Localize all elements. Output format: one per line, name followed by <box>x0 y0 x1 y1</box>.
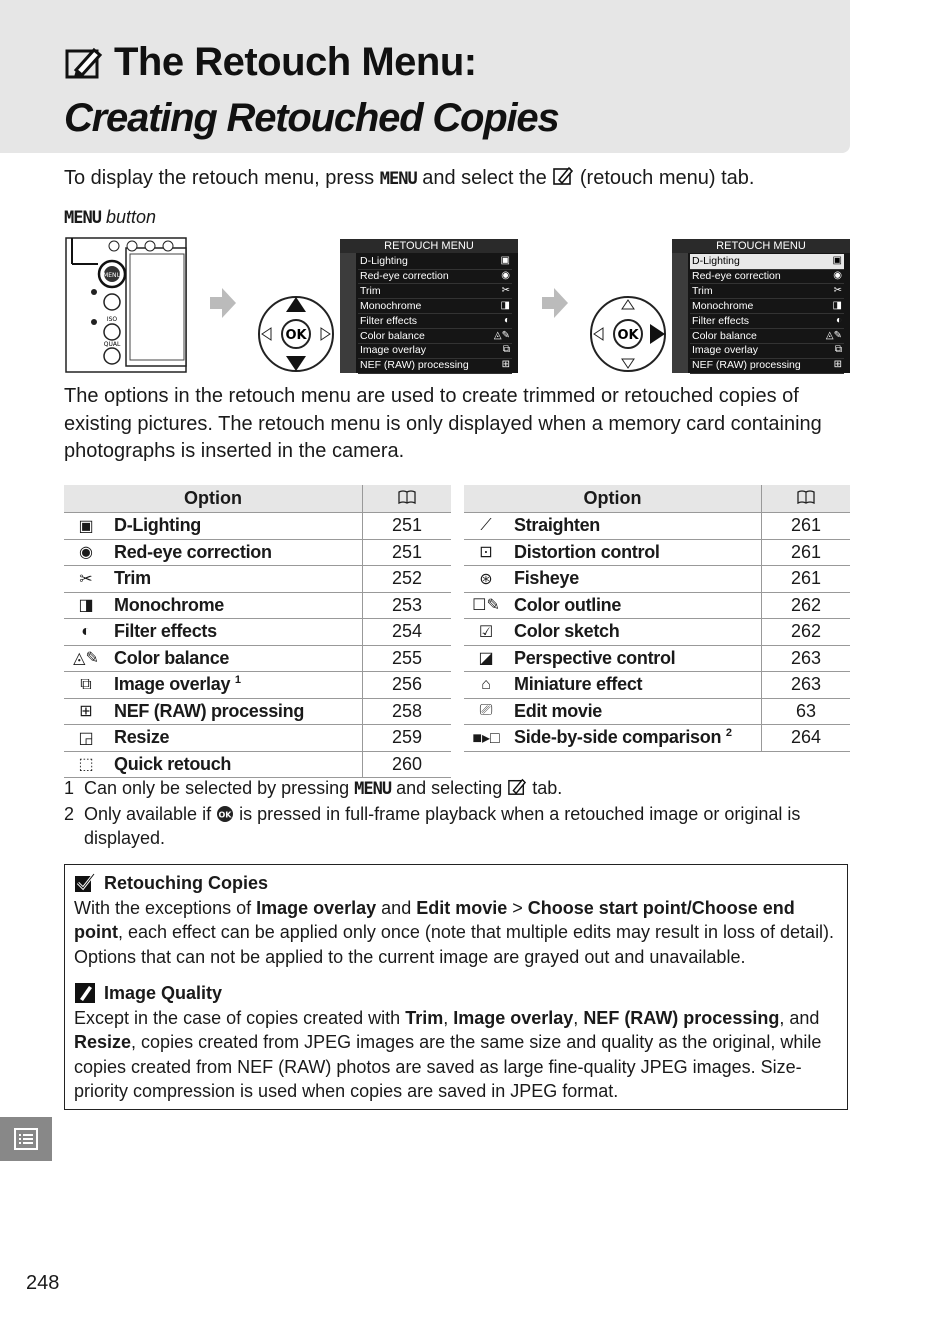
page-number: 248 <box>26 1272 60 1294</box>
option-name-text: Miniature effect <box>514 674 643 695</box>
option-name-text: D-Lighting <box>114 515 201 536</box>
raw-icon: ⊞ <box>833 359 842 371</box>
note-2-bold: Trim <box>405 1007 444 1028</box>
color-balance-icon: ◬✎ <box>64 645 108 672</box>
overlay-icon: ⧉ <box>64 672 108 699</box>
fisheye-icon: ⊛ <box>464 566 508 593</box>
option-name-text: Monochrome <box>114 594 225 615</box>
checkmark-icon <box>74 873 96 893</box>
screen-menu-label: Color balance <box>692 329 757 342</box>
option-name <box>108 619 363 646</box>
option-name <box>508 645 762 672</box>
raw-icon: ⊞ <box>64 698 108 725</box>
option-name-text: Quick retouch <box>114 753 232 774</box>
screen-title: RETOUCH MENU <box>340 239 518 253</box>
note-1-bold: Image overlay <box>256 897 377 918</box>
table-row <box>464 672 850 699</box>
note-2-bold: NEF (RAW) processing <box>583 1007 780 1028</box>
distortion-icon: ⊡ <box>464 539 508 566</box>
option-name-text: Fisheye <box>514 568 579 589</box>
footnote-1 <box>64 776 854 802</box>
side-by-side-icon: ■▸□ <box>464 725 508 752</box>
page-ref: 261 <box>762 513 851 540</box>
button-caption <box>64 207 156 228</box>
option-name-text: Color outline <box>514 594 622 615</box>
screen-menu-item <box>358 314 512 330</box>
option-name <box>508 698 762 725</box>
screen-menu-label: Trim <box>360 284 381 297</box>
camera-back-illustration <box>64 232 188 374</box>
note-2-part: , <box>443 1007 454 1028</box>
option-name-text: Straighten <box>514 515 601 536</box>
note-1-part: and <box>376 897 417 918</box>
screen-menu-item <box>690 358 844 374</box>
page-title <box>64 40 477 85</box>
color-balance-icon: ◬✎ <box>825 329 842 341</box>
retouch-menu-screen-2 <box>672 239 850 373</box>
table-row <box>464 513 850 540</box>
footnote-1-after: and selecting <box>391 778 508 798</box>
note-heading-quality <box>74 981 838 1006</box>
screen-menu-item <box>690 284 844 300</box>
screen-menu-item <box>358 358 512 374</box>
option-name <box>108 539 363 566</box>
option-name-text: Color balance <box>114 647 230 668</box>
option-name-text: NEF (RAW) processing <box>114 700 305 721</box>
step-arrow-icon <box>210 288 236 318</box>
multi-selector-right-illustration <box>588 294 668 374</box>
filter-icon: ◐ <box>64 619 108 646</box>
screen-menu-item <box>690 269 844 285</box>
screen-menu-item <box>358 329 512 345</box>
table-row <box>64 751 451 778</box>
footnote-text <box>84 802 854 851</box>
note-2-bold: Image overlay <box>453 1007 574 1028</box>
option-name <box>108 751 363 778</box>
table-row <box>464 645 850 672</box>
option-name <box>108 566 363 593</box>
page-ref: 263 <box>762 645 851 672</box>
table-row <box>64 645 451 672</box>
screen-menu-label: D-Lighting <box>360 255 408 267</box>
table-row <box>464 698 850 725</box>
filter-icon: ◐ <box>835 314 842 326</box>
table-row <box>64 566 451 593</box>
eye-icon: ◉ <box>501 269 510 281</box>
scissors-icon: ✂ <box>501 284 510 296</box>
step-arrow-icon <box>542 288 568 318</box>
menu-tab-strip <box>672 253 688 373</box>
column-header-option: Option <box>464 485 762 513</box>
option-name-text: Perspective control <box>514 647 676 668</box>
footnote-2 <box>64 802 854 851</box>
illustration-row <box>64 232 850 377</box>
intro-before: To display the retouch menu, press <box>64 167 380 189</box>
note-2-part: Except in the case of copies created with <box>74 1007 406 1028</box>
footnote-2-before: Only available if <box>84 803 217 824</box>
option-name <box>108 725 363 752</box>
screen-menu-label: Monochrome <box>692 299 754 312</box>
scissors-icon: ✂ <box>833 284 842 296</box>
raw-icon: ⊞ <box>501 359 510 371</box>
note-2-bold: Resize <box>74 1032 132 1052</box>
screen-menu-item <box>358 254 512 270</box>
retouch-tab-icon <box>507 778 527 796</box>
screen-menu-label: Filter effects <box>360 314 417 327</box>
option-name <box>508 592 762 619</box>
option-name <box>508 566 762 593</box>
note-heading-retouching <box>74 871 838 896</box>
note-1-part: > <box>507 897 528 918</box>
footnote-ref: 1 <box>234 674 241 687</box>
color-sketch-icon: ☑ <box>464 619 508 646</box>
screen-menu-item <box>690 254 844 270</box>
option-name <box>508 725 762 752</box>
d-lighting-icon: ▣ <box>832 255 842 266</box>
note-2-part: , copies created from JPEG images are the same size and quality as the original, while copies created from NEF (RAW) photos are saved as large fine-quality JPEG images. Size-priority compression is used when copies are saved in JPEG format. <box>74 1032 822 1101</box>
footnote-2-after: is pressed in full-frame playback when a retouched image or original is displayed. <box>84 803 801 848</box>
button-caption-text: button <box>100 207 156 227</box>
page-ref: 252 <box>363 566 452 593</box>
screen-menu-label: Trim <box>692 284 713 297</box>
monochrome-icon: ◨ <box>64 592 108 619</box>
ok-button-icon <box>216 805 234 823</box>
table-row <box>464 725 850 752</box>
description-paragraph: The options in the retouch menu are used to create trimmed or retouched copies of existing pictures. The retouch menu is only displayed when a memory card containing photographs is inserted in the camera. <box>64 385 822 462</box>
option-name-text: Filter effects <box>114 621 217 642</box>
screen-menu-item <box>358 299 512 315</box>
option-name <box>108 698 363 725</box>
note-2-part: , and <box>779 1007 820 1028</box>
eye-icon: ◉ <box>833 269 842 281</box>
edit-movie-icon: ⎚ <box>464 698 508 725</box>
quick-retouch-icon: ⬚ <box>64 751 108 778</box>
option-name <box>508 513 762 540</box>
perspective-icon: ◪ <box>464 645 508 672</box>
pencil-note-icon <box>74 982 96 1004</box>
note-1-bold: Choose start point/Choose end point <box>74 897 795 942</box>
screen-menu-item <box>690 314 844 330</box>
options-table-right <box>464 485 850 752</box>
resize-icon: ◲ <box>64 725 108 752</box>
page-ref: 251 <box>363 513 452 540</box>
table-row <box>64 698 451 725</box>
page-ref: 261 <box>762 566 851 593</box>
screen-menu-label: NEF (RAW) processing <box>360 359 469 372</box>
option-name-text: Color sketch <box>514 621 620 642</box>
table-row <box>64 592 451 619</box>
footnote-text <box>84 776 562 802</box>
option-name-text: Trim <box>114 568 151 589</box>
column-header-page <box>762 485 851 513</box>
screen-menu-label: Red-eye correction <box>692 269 781 282</box>
screen-menu-label: Filter effects <box>692 314 749 327</box>
table-row <box>64 619 451 646</box>
screen-menu-item <box>358 269 512 285</box>
footnote-ref: 2 <box>725 727 732 740</box>
monochrome-icon: ◨ <box>832 299 842 311</box>
table-row <box>464 592 850 619</box>
page-title-line1: The Retouch Menu: <box>114 40 477 84</box>
notes-box <box>64 864 848 1110</box>
screen-menu-item <box>690 329 844 345</box>
intro-middle: and select the <box>416 167 553 189</box>
iso-label: ISO <box>106 316 118 323</box>
table-row <box>64 725 451 752</box>
overlay-icon: ⧉ <box>502 344 510 356</box>
table-row <box>464 566 850 593</box>
retouch-menu-icon <box>64 46 104 80</box>
retouch-tab-icon <box>552 166 574 186</box>
table-row <box>64 539 451 566</box>
screen-menu-label: Monochrome <box>360 299 422 312</box>
footnote-number: 1 <box>64 778 75 798</box>
menu-list-icon <box>14 1128 38 1150</box>
page-ref: 256 <box>363 672 452 699</box>
column-header-option: Option <box>64 485 363 513</box>
retouch-menu-screen-1 <box>340 239 518 373</box>
option-name-text: Edit movie <box>514 700 603 721</box>
ok-label: OK <box>617 328 639 343</box>
color-outline-icon: ☐✎ <box>464 592 508 619</box>
column-header-page <box>363 485 452 513</box>
page-ref: 251 <box>363 539 452 566</box>
page-ref: 263 <box>762 672 851 699</box>
note-2-part: , <box>573 1007 584 1028</box>
option-name-text: Image overlay <box>114 674 231 695</box>
option-name-text: Resize <box>114 727 170 748</box>
qual-label: QUAL <box>103 341 121 348</box>
screen-menu-label: Red-eye correction <box>360 269 449 282</box>
eye-icon: ◉ <box>64 539 108 566</box>
scissors-icon: ✂ <box>64 566 108 593</box>
screen-menu-item <box>690 343 844 359</box>
menu-tab-strip <box>340 253 356 373</box>
page-ref: 262 <box>762 592 851 619</box>
note-1-part: With the exceptions of <box>74 897 257 918</box>
straighten-icon: ⟋ <box>464 513 508 540</box>
screen-menu-label: Image overlay <box>360 344 426 357</box>
note-paragraph-1 <box>74 896 838 970</box>
page-ref: 254 <box>363 619 452 646</box>
option-name <box>508 539 762 566</box>
option-name-text: Red-eye correction <box>114 541 272 562</box>
option-name <box>108 672 363 699</box>
page-ref: 253 <box>363 592 452 619</box>
overlay-icon: ⧉ <box>834 344 842 356</box>
option-name <box>508 672 762 699</box>
table-row <box>64 513 451 540</box>
ok-label: OK <box>285 328 307 343</box>
screen-menu-item <box>358 343 512 359</box>
options-table-left <box>64 485 451 778</box>
multi-selector-up-down-illustration <box>256 294 336 374</box>
filter-icon: ◐ <box>503 314 510 326</box>
page-ref: 63 <box>762 698 851 725</box>
option-name <box>108 645 363 672</box>
menu-button-label: MENU <box>64 208 101 228</box>
footnotes <box>64 776 854 851</box>
page-subtitle: Creating Retouched Copies <box>64 96 559 140</box>
footnote-1-after2: tab. <box>527 778 563 798</box>
footnote-1-before: Can only be selected by pressing <box>84 778 355 798</box>
table-row <box>64 672 451 699</box>
table-row <box>464 619 850 646</box>
page-ref: 261 <box>762 539 851 566</box>
intro-text <box>64 166 754 190</box>
table-row <box>464 539 850 566</box>
book-icon <box>797 490 815 504</box>
screen-menu-label: D-Lighting <box>692 255 740 267</box>
option-name <box>508 619 762 646</box>
page-ref: 259 <box>363 725 452 752</box>
page-ref: 264 <box>762 725 851 752</box>
page-ref: 258 <box>363 698 452 725</box>
screen-menu-label: NEF (RAW) processing <box>692 359 801 372</box>
note-1-part: , each effect can be applied only once (note that multiple edits may result in loss of detail). Options that can not be applied to the current image are grayed out and unavailable. <box>74 922 835 967</box>
note-1-bold: Edit movie <box>416 897 508 918</box>
page-ref: 255 <box>363 645 452 672</box>
d-lighting-icon: ▣ <box>64 513 108 540</box>
screen-menu-label: Image overlay <box>692 344 758 357</box>
menu-button-label: MENU <box>379 169 417 189</box>
option-name-text: Distortion control <box>514 541 660 562</box>
option-name-text: Side-by-side comparison <box>514 727 722 748</box>
color-balance-icon: ◬✎ <box>493 329 510 341</box>
menu-button-label: MENU <box>354 779 392 799</box>
section-tab-marker <box>0 1117 52 1161</box>
intro-after: (retouch menu) tab. <box>574 167 755 189</box>
screen-menu-item <box>690 299 844 315</box>
note-paragraph-2 <box>74 1006 838 1104</box>
d-lighting-icon: ▣ <box>500 255 510 266</box>
page-ref: 262 <box>762 619 851 646</box>
screen-menu-item <box>358 284 512 300</box>
screen-title: RETOUCH MENU <box>672 239 850 253</box>
note-heading-2-text: Image Quality <box>104 983 223 1003</box>
screen-menu-label: Color balance <box>360 329 425 342</box>
monochrome-icon: ◨ <box>500 299 510 311</box>
footnote-number: 2 <box>64 803 75 824</box>
page-ref: 260 <box>363 751 452 778</box>
miniature-icon: ⌂ <box>464 672 508 699</box>
svg-text:MENU: MENU <box>103 272 121 279</box>
book-icon <box>398 490 416 504</box>
option-name <box>108 513 363 540</box>
svg-text:OK: OK <box>218 810 232 819</box>
option-name <box>108 592 363 619</box>
note-heading-1-text: Retouching Copies <box>104 873 269 893</box>
